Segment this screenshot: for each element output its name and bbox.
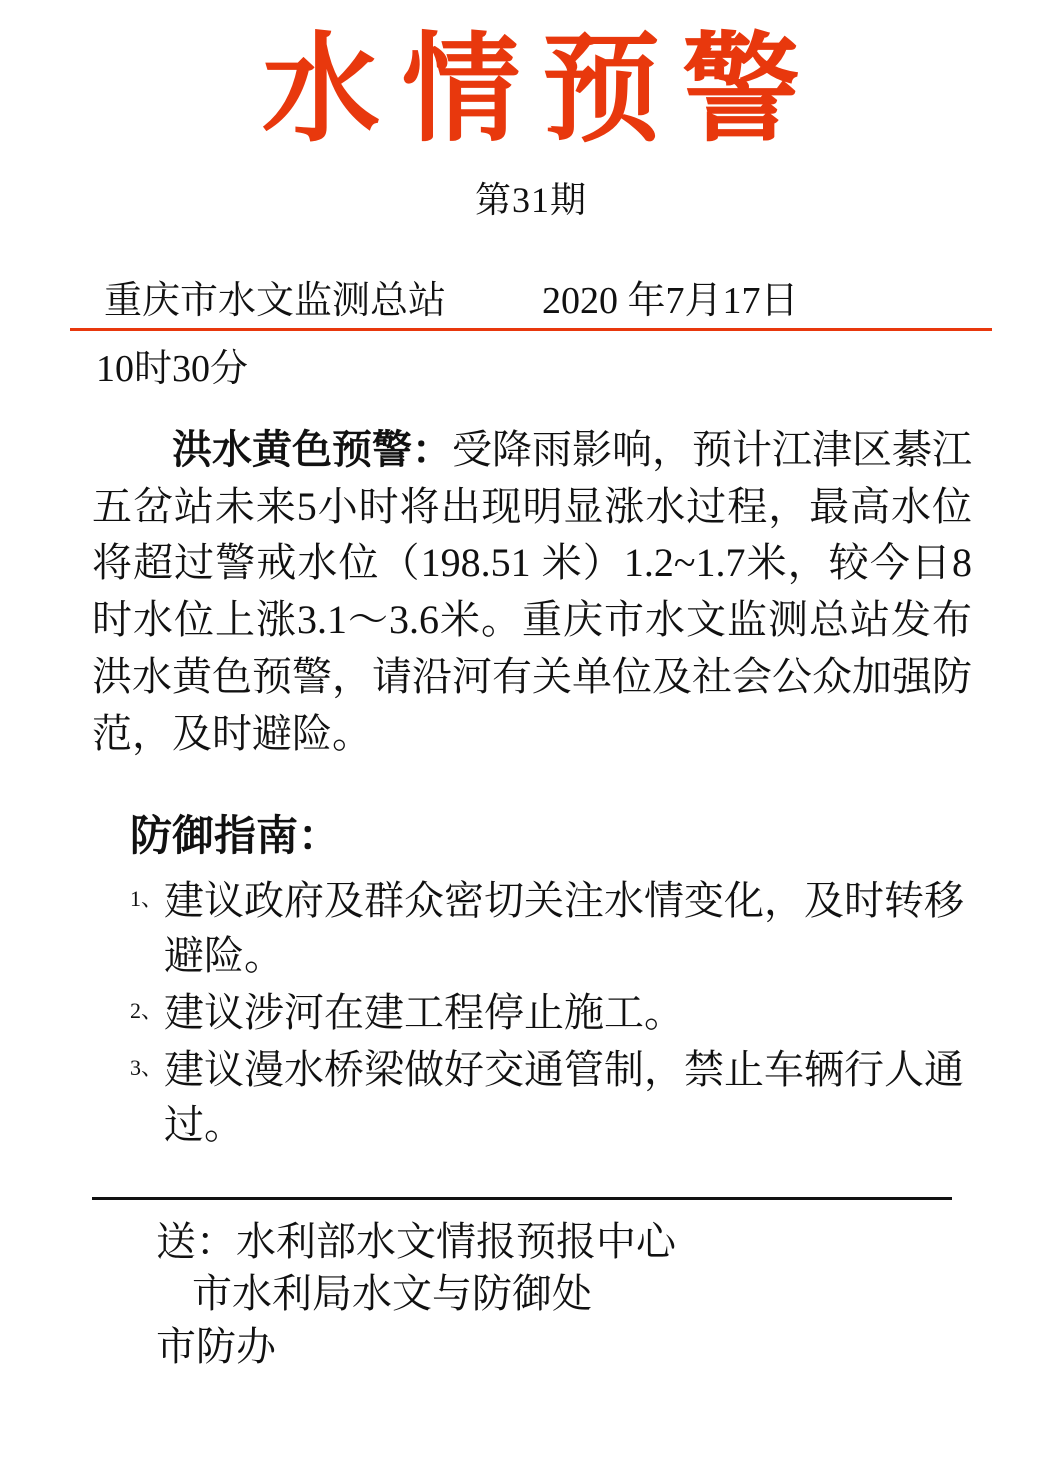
list-item-number: 2、 — [130, 997, 164, 1023]
distribution-line: 市水利局水文与防御处 — [192, 1271, 592, 1317]
list-item — [130, 985, 972, 1040]
alert-body — [70, 422, 992, 763]
guide-heading: 防御指南： — [130, 811, 341, 859]
distribution-line: 送：水利部水文情报预报中心 — [156, 1218, 676, 1264]
document-page — [0, 26, 1062, 1457]
distribution-line: 市防办 — [156, 1324, 276, 1370]
document-meta — [70, 269, 992, 331]
list-item-text: 建议政府及群众密切关注水情变化，及时转移避险。 — [164, 877, 964, 978]
list-item-text: 建议漫水桥梁做好交通管制，禁止车辆行人通过。 — [164, 1047, 964, 1148]
page-title: 水情预警 — [261, 24, 822, 156]
alert-paragraph-text: 受降雨影响，预计江津区綦江五岔站未来5小时将出现明显涨水过程，最高水位将超过警戒水位（198.51 米）1.2~1.7米，较今日8时水位上涨3.1～3.6米。重庆市水文监测总站发布洪水黄色预警，请沿河有关单位及社会公众加强防范，及时避险。 — [92, 426, 972, 756]
issue-date: 2020 年7月17日 — [542, 279, 799, 322]
issue-time: 10时30分 — [96, 347, 249, 390]
guide-list — [70, 873, 992, 1153]
issue-number: 第31期 — [474, 179, 587, 220]
alert-lead-label: 洪水黄色预警： — [172, 427, 452, 472]
list-item — [130, 873, 972, 983]
list-item-number: 1、 — [130, 885, 164, 911]
distribution-list — [70, 1216, 992, 1374]
list-item-text: 建议涉河在建工程停止施工。 — [164, 989, 684, 1035]
list-item — [130, 1042, 972, 1152]
alert-paragraph — [92, 422, 972, 763]
footer-divider — [92, 1197, 952, 1200]
issuing-organization: 重庆市水文监测总站 — [104, 279, 447, 322]
list-item-number: 3、 — [130, 1055, 164, 1081]
